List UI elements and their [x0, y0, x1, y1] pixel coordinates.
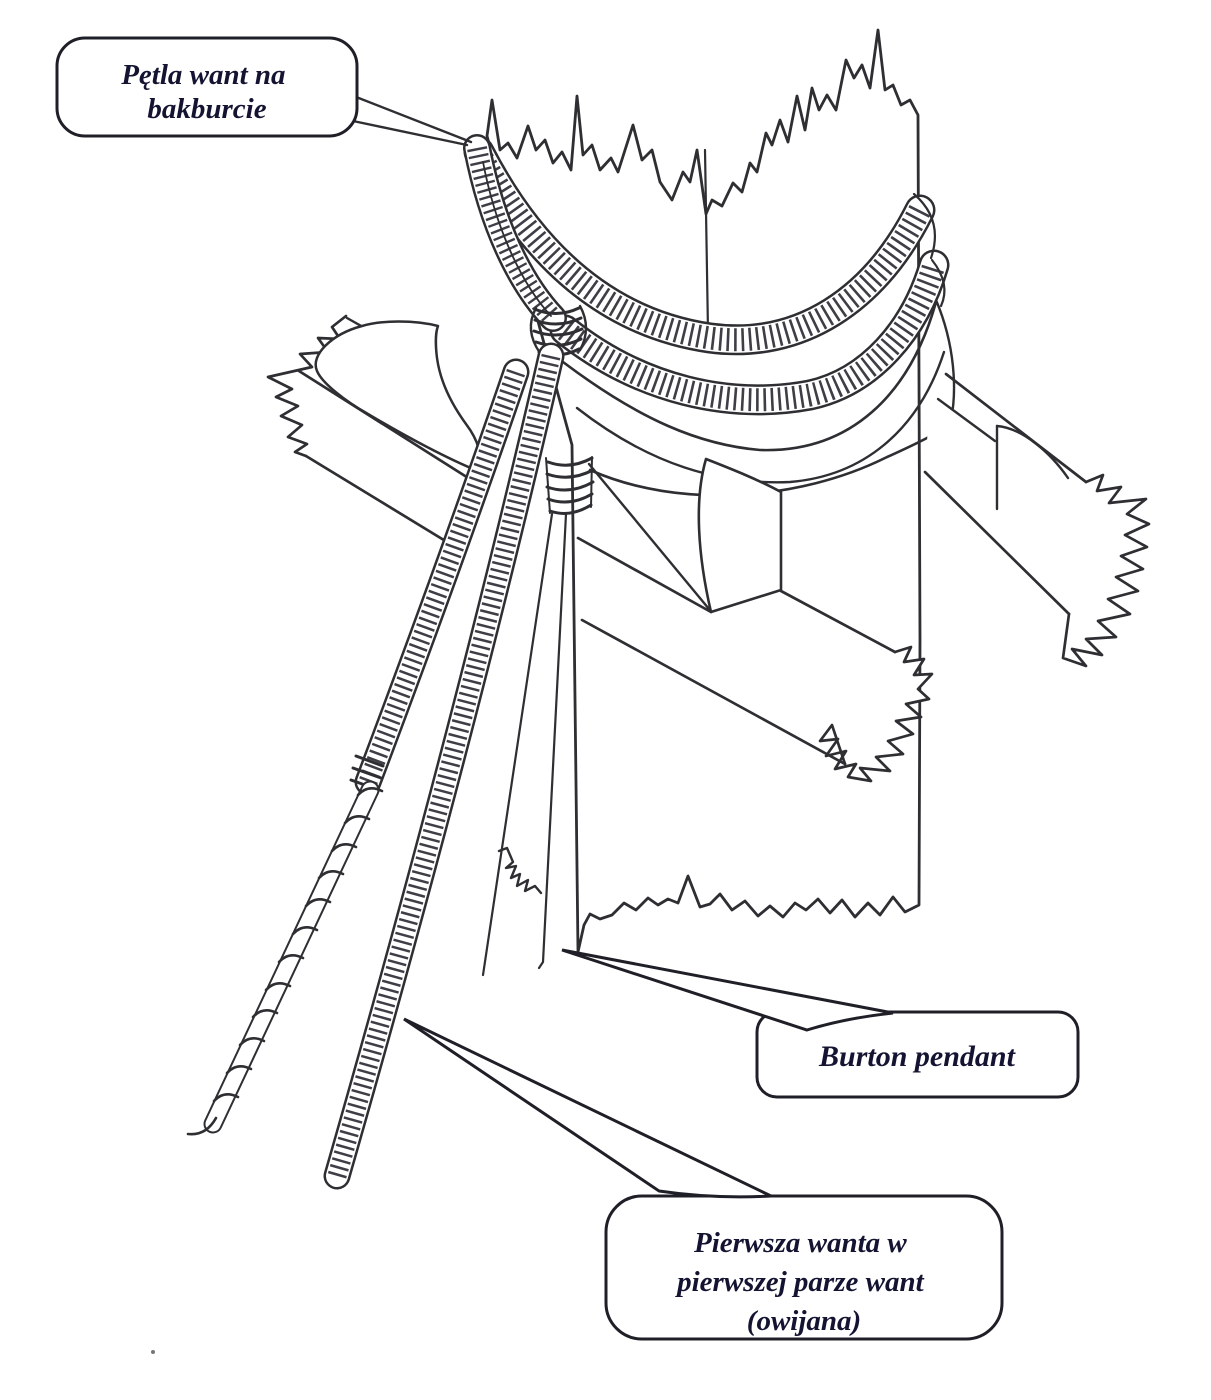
right-upper-trestletree [925, 374, 1149, 666]
callout-burton-pendant [562, 950, 1078, 1097]
callout-pointer-wedge [562, 950, 893, 1030]
callout-line: pierwszej parze want [677, 1266, 924, 1298]
callout-label [818, 1040, 1017, 1073]
scan-speck [151, 1350, 155, 1354]
callout-line: bakburcie [147, 93, 267, 125]
callout-line: Pętla want na [121, 59, 286, 91]
callout-line: Pierwsza wanta w [694, 1227, 907, 1259]
callout-line: (owijana) [746, 1305, 862, 1337]
pendant-break-squiggle [499, 848, 541, 893]
callout-petla-want [57, 38, 471, 145]
callout-line: Burton pendant [819, 1040, 1015, 1073]
leader-line [351, 95, 471, 142]
callout-pointer-wedge [404, 1019, 771, 1197]
